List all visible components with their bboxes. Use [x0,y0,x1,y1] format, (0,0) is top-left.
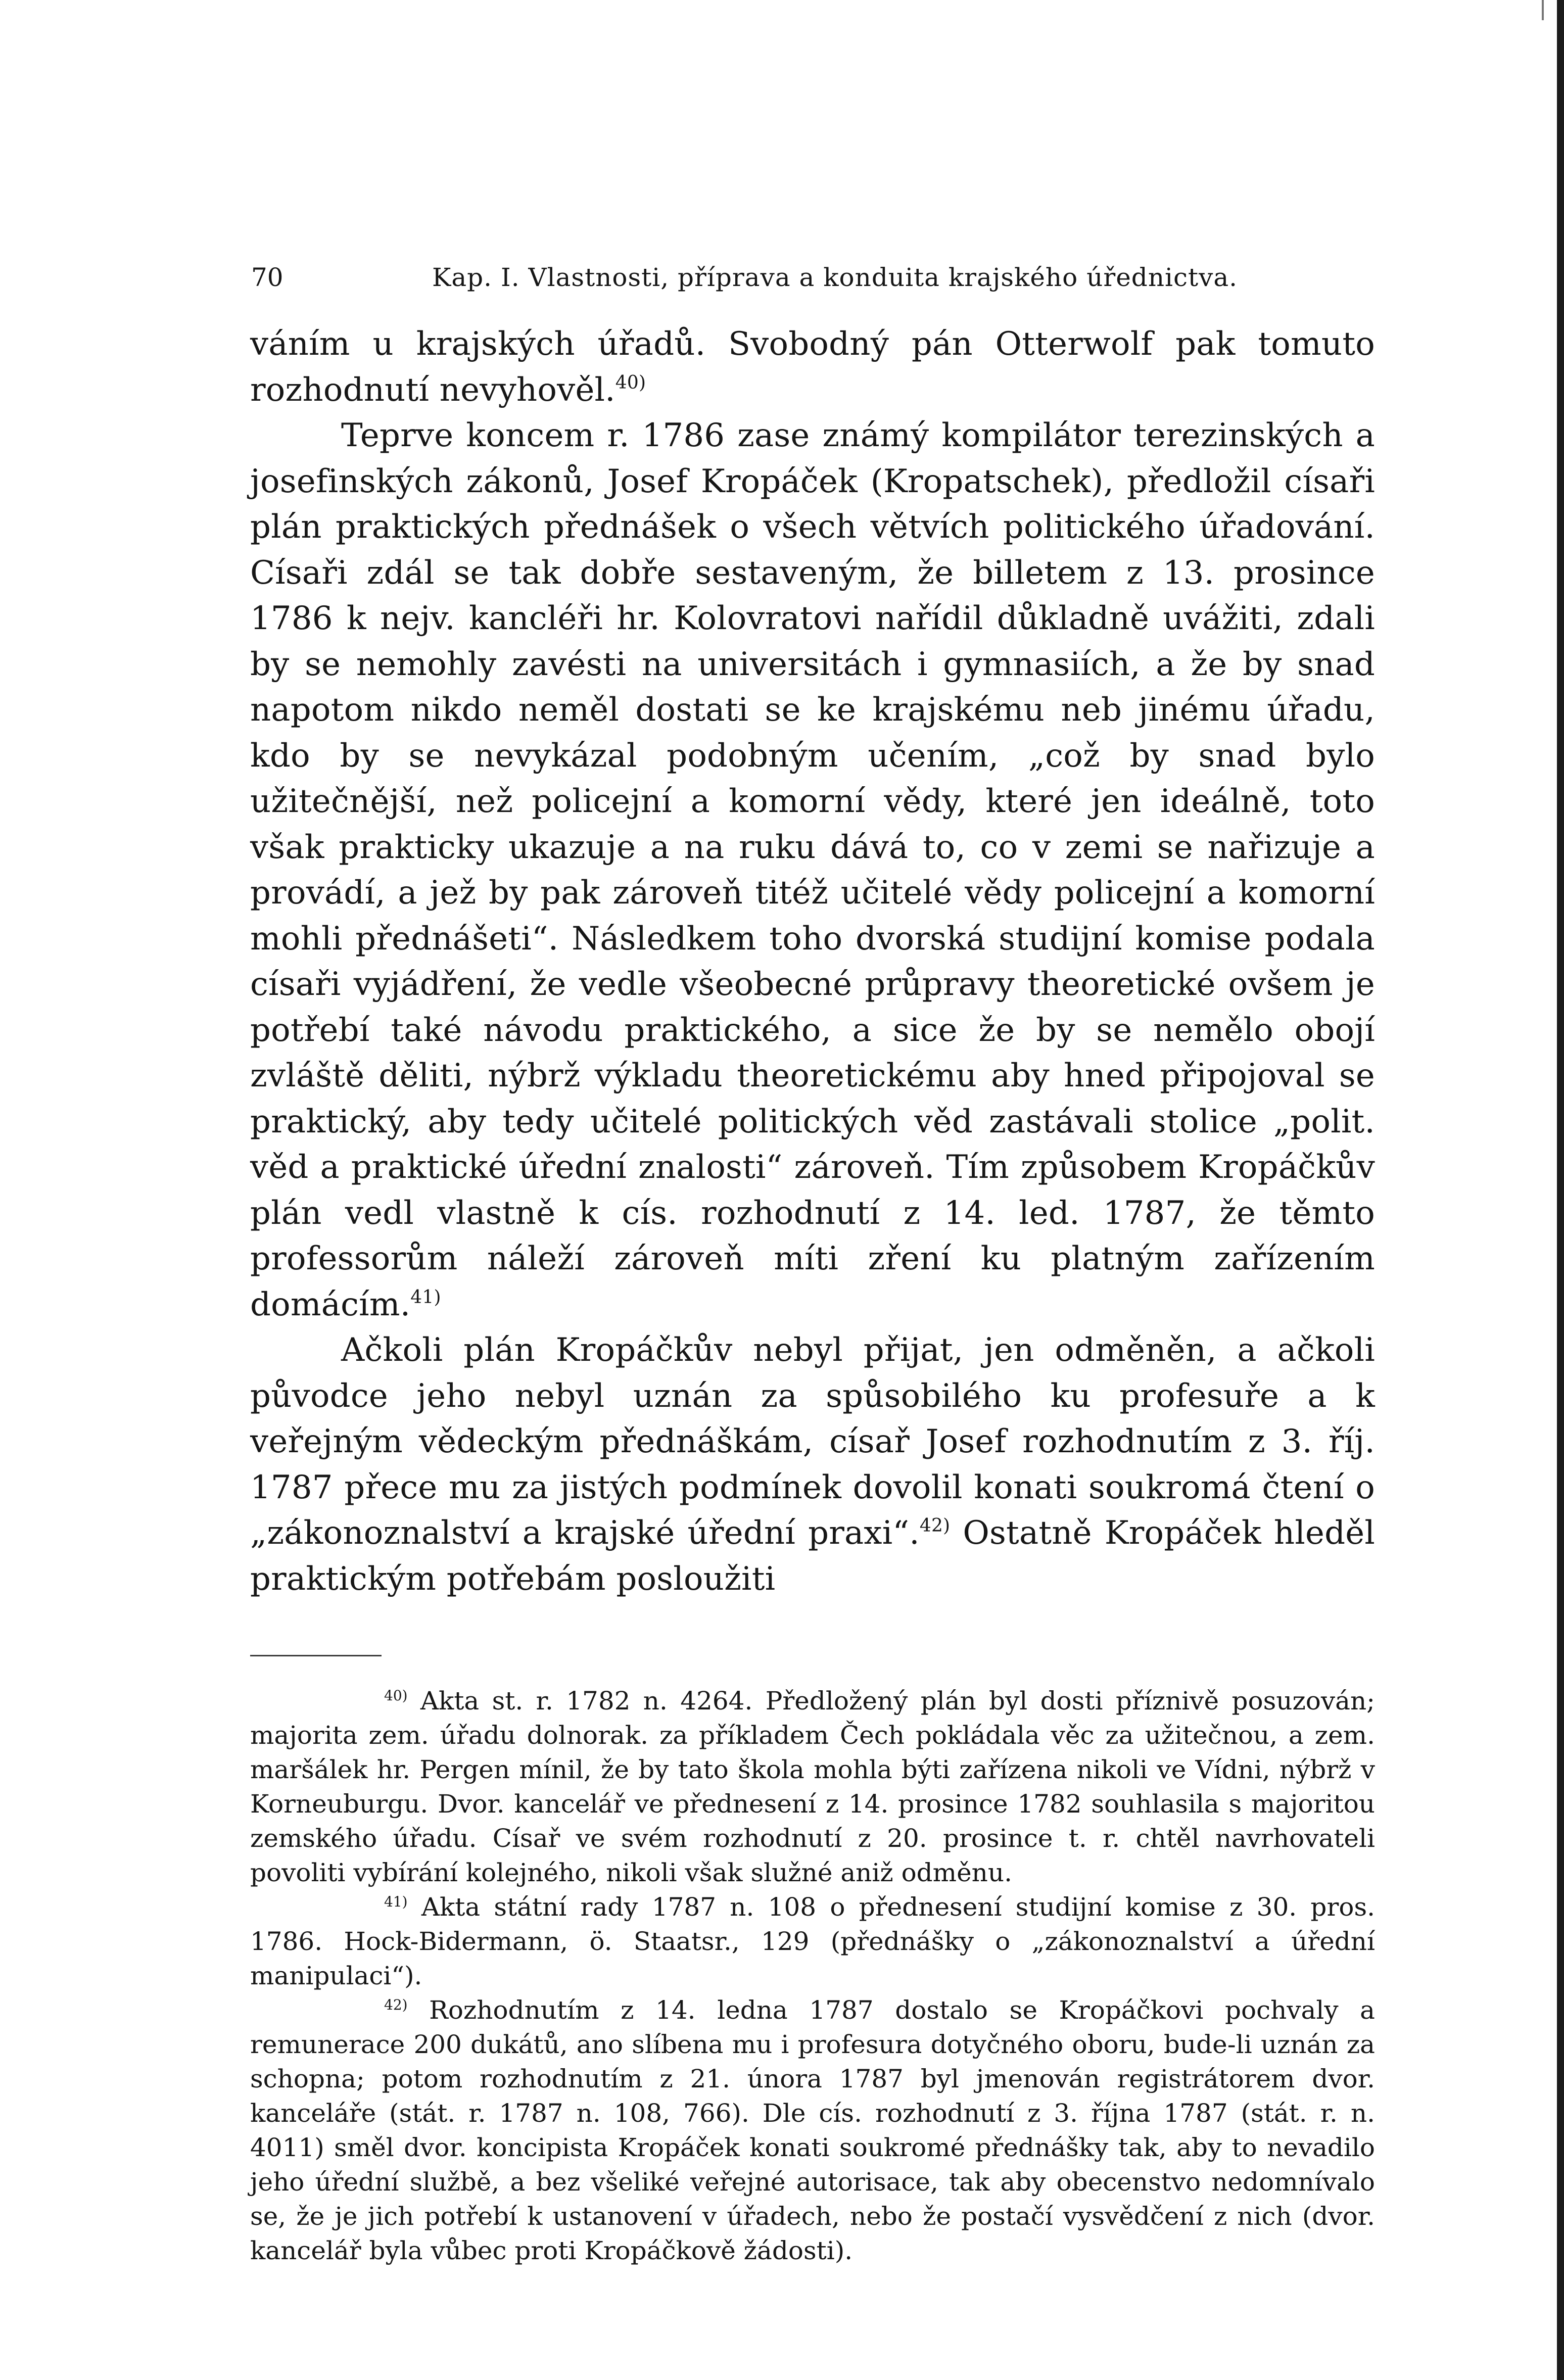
footnote-41 [250,1890,1375,1993]
footnote-separator [250,1655,382,1656]
footnote-ref-42: 42) [919,1515,951,1536]
paragraph-3-text: Ačkoli plán Kropáčkův nebyl přijat, jen odměněn, a ačkoli původce jeho nebyl uznán za spůsobilého ku profesuře a k veřejným vědeckým přednáškám, císař Josef rozhodnutím z 3. říj. 1787 přece mu za jistých podmínek dovolil konati soukromá čtení o „zákonoznalství a krajské úřední praxi“. [250,1331,1375,1552]
footnote-42-marker: 42) [384,1996,408,2013]
footnote-40 [250,1684,1375,1890]
paragraph-1 [250,321,1375,413]
main-text [250,321,1375,1602]
footnote-42-text: Rozhodnutím z 14. ledna 1787 dostalo se Kropáčkovi pochvaly a remunerace 200 dukátů, ano slíbena mu i profesura dotyčného oboru, bude-li uznán za schopna; potom rozhodnutím z 21. února 1787 byl jmenován registrátorem dvor. kanceláře (stát. r. 1787 n. 108, 766). Dle cís. rozhodnutí z 3. října 1787 (stát. r. n. 4011) směl dvor. koncipista Kropáček konati soukromé přednášky tak, aby to nevadilo jeho úřední službě, a bez všeliké veřejné autorisace, tak aby obecenstvo nedomnívalo se, že je jich potřebí k ustanovení v úřadech, nebo že postačí vysvědčení z nich (dvor. kancelář byla vůbec proti Kropáčkově žádosti). [250,1995,1375,2265]
footnote-42 [250,1993,1375,2268]
paragraph-2 [250,413,1375,1327]
running-head-title: Kap. I. Vlastnosti, příprava a konduita krajského úřednictva. [432,263,1238,292]
paragraph-2-text: Teprve koncem r. 1786 zase známý kompilátor terezinských a josefinských zákonů, Josef Kropáček (Kropatschek), předložil císaři plán praktických přednášek o všech větvích politického úřadování. Císaři zdál se tak dobře sestaveným, že billetem z 13. prosince 1786 k nejv. kancléři hr. Kolovratovi nařídil důkladně uvážiti, zdali by se nemohly zavésti na universitách i gymnasiích, a že by snad napotom nikdo neměl dostati se ke krajskému neb jinému úřadu, kdo by se nevykázal podobným učením, „což by snad bylo užitečnější, než policejní a komorní vědy, které jen ideálně, toto však prakticky ukazuje a na ruku dává to, co v zemi se nařizuje a provádí, a jež by pak zároveň titéž učitelé vědy policejní a komorní mohli přednášeti“. Následkem toho dvorská studijní komise podala císaři vyjádření, že vedle všeobecné průpravy theoretické ovšem je potřebí také návodu praktického, a sice že by se nemělo obojí zvláště děliti, nýbrž výkladu theoretickému aby hned připojoval se praktický, aby tedy učitelé politických věd zastávali stolice „polit. věd a praktické úřední znalosti“ zároveň. Tím způsobem Kropáčkův plán vedl vlastně k cís. rozhodnutí z 14. led. 1787, že těmto professorům náleží zároveň míti zření ku platným zařízením domácím. [250,417,1375,1323]
footnote-ref-40: 40) [615,372,646,393]
footnote-41-marker: 41) [384,1893,408,1910]
page-number: 70 [251,263,283,292]
book-page [250,253,1375,2268]
footnote-40-text: Akta st. r. 1782 n. 4264. Předložený plán byl dosti příznivě posuzován; majorita zem. úřadu dolnorak. za příkladem Čech pokládala věc za užitečnou, a zem. maršálek hr. Pergen mínil, že by tato škola mohla býti zařízena nikoli ve Vídni, nýbrž v Korneuburgu. Dvor. kancelář ve přednesení z 14. prosince 1782 souhlasila s majoritou zemského úřadu. Císař ve svém rozhodnutí z 20. prosince t. r. chtěl navrhovateli povoliti vybírání kolejného, nikoli však služné aniž odměnu. [250,1686,1375,1887]
footnotes [250,1684,1375,2268]
footnote-41-text: Akta státní rady 1787 n. 108 o přednesení studijní komise z 30. pros. 1786. Hock-Bidermann, ö. Staatsr., 129 (přednášky o „zákonoznalství a úřední manipulaci“). [250,1892,1375,1990]
running-head [250,253,1375,293]
paragraph-3-continuation: Ostatně Kropáček hleděl praktickým potřebám posloužiti [250,1514,1376,1598]
footnote-ref-41: 41) [410,1287,441,1308]
paragraph-1-text: váním u krajských úřadů. Svobodný pán Otterwolf pak tomuto rozhodnutí nevyhověl. [250,325,1375,409]
paragraph-3 [250,1327,1375,1602]
footnote-40-marker: 40) [384,1687,408,1704]
scan-right-edge [1557,0,1564,2380]
scan-top-mark [1542,0,1544,20]
